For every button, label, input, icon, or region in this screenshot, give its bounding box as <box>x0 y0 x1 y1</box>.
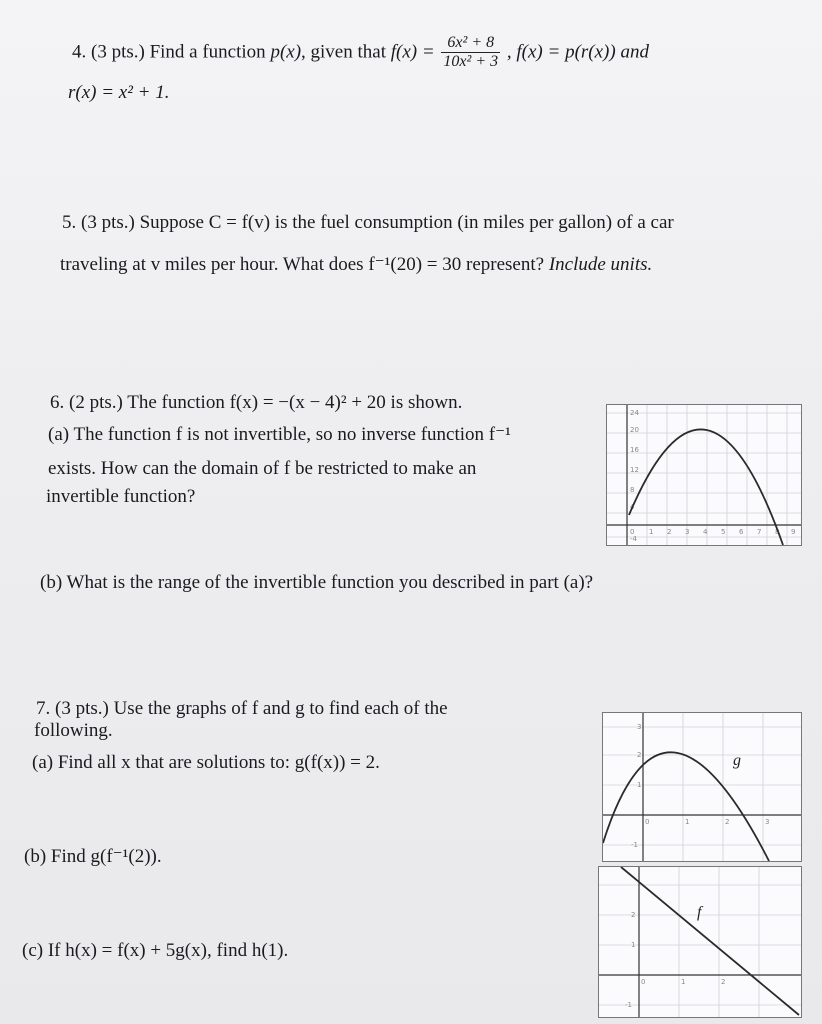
q7-f-graph <box>598 866 802 1018</box>
q7-g-xtick-2: 2 <box>725 818 730 826</box>
q7-f-line <box>621 867 799 1015</box>
q6-part-b: (b) What is the range of the invertible function you described in part (a)? <box>40 572 594 593</box>
q7-g-label: g <box>733 752 741 769</box>
q6-ytick-24: 24 <box>630 409 639 417</box>
q7-part-c: (c) If h(x) = f(x) + 5g(x), find h(1). <box>22 940 289 961</box>
q7-g-xtick-0: 0 <box>645 818 650 826</box>
q6-xtick-0: 0 <box>630 528 635 536</box>
q6-xtick-7: 7 <box>757 528 762 536</box>
q4-frac-num: 6x² + 8 <box>441 34 500 53</box>
q7-g-ytick-3: 3 <box>637 723 642 731</box>
q4-lead: 4. (3 pts.) Find a function <box>72 41 266 63</box>
q7-f-xtick-2: 2 <box>721 978 726 986</box>
q7-f-ytick-neg1: -1 <box>625 1001 632 1009</box>
q6-line1: 6. (2 pts.) The function f(x) = −(x − 4)² + 20 is shown. <box>50 392 463 413</box>
q7-g-xtick-3: 3 <box>765 818 770 826</box>
q5-include-units: Include units. <box>548 254 653 275</box>
q7-f-graph-svg <box>599 867 801 1017</box>
q6-line3: exists. How can the domain of f be restricted to make an <box>48 458 477 479</box>
q4-fraction <box>441 34 500 72</box>
q6-ytick-4: 4 <box>630 503 635 511</box>
q6-line4: invertible function? <box>46 486 196 507</box>
q5-line2-a: traveling at v miles per hour. What does f⁻¹(20) = 30 represent? <box>60 254 545 275</box>
q6-ytick-12: 12 <box>630 466 639 474</box>
q6-ytick-8: 8 <box>630 486 635 494</box>
q6-xtick-5: 5 <box>721 528 726 536</box>
q6-xtick-1: 1 <box>649 528 654 536</box>
q7-line2: following. <box>34 720 113 741</box>
q4-composition: , f(x) = p(r(x)) and <box>506 41 649 63</box>
q6-xtick-3: 3 <box>685 528 690 536</box>
q6-xtick-2: 2 <box>667 528 672 536</box>
q7-f-ytick-2: 2 <box>631 911 636 919</box>
q5-line2 <box>60 254 652 276</box>
q6-xtick-9: 9 <box>791 528 796 536</box>
q6-ytick-20: 20 <box>630 426 639 434</box>
q7-g-ytick-1: 1 <box>637 781 642 789</box>
q7-g-grid <box>603 713 801 861</box>
q7-g-graph <box>602 712 802 862</box>
q7-f-xtick-0: 0 <box>641 978 646 986</box>
q7-f-ytick-1: 1 <box>631 941 636 949</box>
q7-part-b: (b) Find g(f⁻¹(2)). <box>24 846 162 867</box>
q6-xtick-8: 8 <box>775 528 780 536</box>
q7-f-grid <box>599 867 801 1017</box>
q6-ytick-16: 16 <box>630 446 639 454</box>
q5-line1: 5. (3 pts.) Suppose C = f(v) is the fuel consumption (in miles per gallon) of a car <box>62 212 674 233</box>
q4-f-eq: f(x) = <box>390 41 435 63</box>
q6-graph-svg <box>607 405 801 545</box>
q6-line2: (a) The function f is not invertible, so no inverse function f⁻¹ <box>48 424 511 445</box>
q7-part-a: (a) Find all x that are solutions to: g(f(x)) = 2. <box>32 752 380 773</box>
q4-line1 <box>72 34 649 72</box>
q7-g-ytick-neg1: -1 <box>631 841 638 849</box>
q7-g-ytick-2: 2 <box>637 751 642 759</box>
q4-given: , given that <box>301 41 386 63</box>
q7-f-label: f <box>697 904 702 921</box>
q4-px: p(x) <box>270 41 302 63</box>
q6-xtick-6: 6 <box>739 528 744 536</box>
q6-ytick-neg4: -4 <box>630 535 637 543</box>
q7-g-graph-svg <box>603 713 801 861</box>
q7-g-xtick-1: 1 <box>685 818 690 826</box>
q7-line1: 7. (3 pts.) Use the graphs of f and g to find each of the <box>36 698 448 719</box>
q6-xtick-4: 4 <box>703 528 708 536</box>
q7-f-xtick-1: 1 <box>681 978 686 986</box>
q6-parabola-graph <box>606 404 802 546</box>
q4-frac-den: 10x² + 3 <box>443 53 499 71</box>
q4-line2: r(x) = x² + 1. <box>68 82 170 103</box>
